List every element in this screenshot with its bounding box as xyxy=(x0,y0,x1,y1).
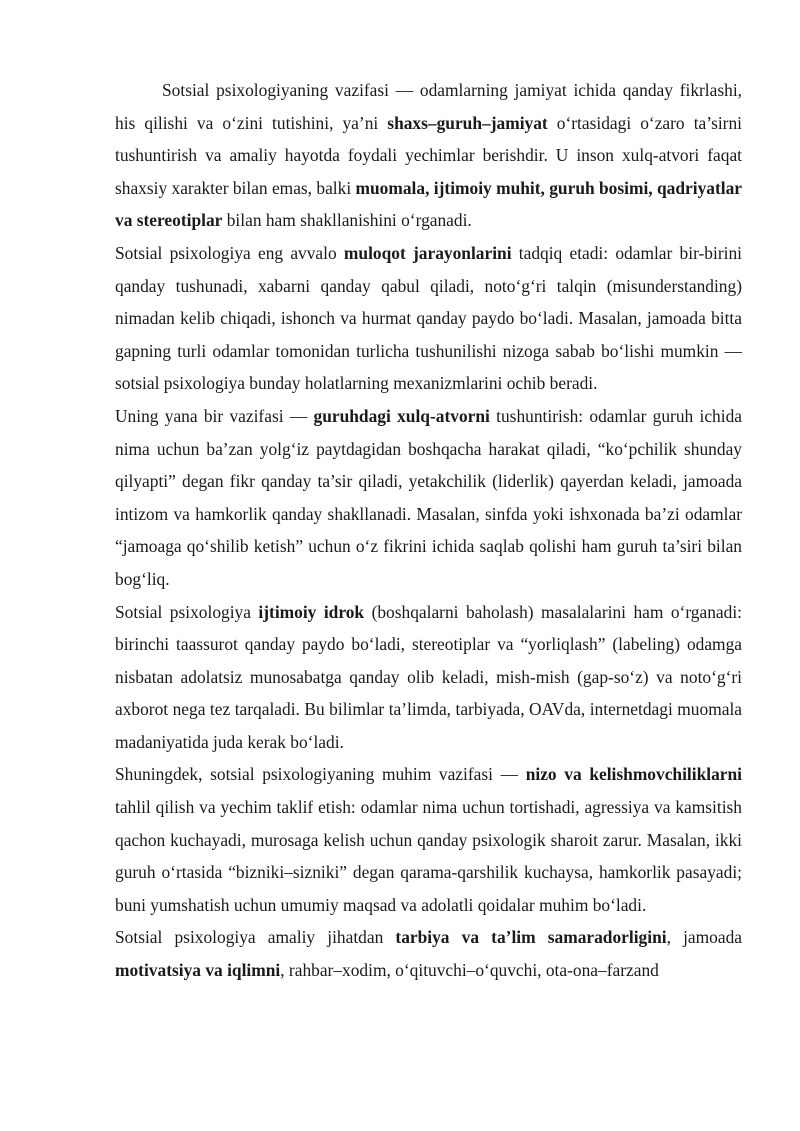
paragraph-3 xyxy=(115,400,742,596)
paragraph-1-text-1: Sotsial psixologiyaning vazifasi — odamlarning jamiyat ichida qanday fikrlashi, his qilishi va o‘zini tutishini, ya’ni xyxy=(115,80,742,133)
paragraph-2-text-2: tadqiq etadi: odamlar bir-birini qanday tushunadi, xabarni qanday qabul qiladi, noto‘g‘ri talqin (misunderstanding) nimadan kelib chiqadi, ishonch va hurmat qanday paydo bo‘ladi. Masalan, jamoada bitta gapning turli odamlar tomonidan turlicha tushunilishi nizoga sabab bo‘lishi mumkin — sotsial psixologiya bunday holatlarning mexanizmlarini ochib beradi. xyxy=(115,242,742,394)
paragraph-6-text-1: Sotsial psixologiya amaliy jihatdan xyxy=(115,927,396,948)
paragraph-5 xyxy=(115,758,742,921)
paragraph-2-text-1: Sotsial psixologiya eng avvalo xyxy=(115,242,344,263)
paragraph-4-text-2: (boshqalarni baholash) masalalarini ham o‘rganadi: birinchi taassurot qanday paydo bo‘ladi, stereotiplar va “yorliqlash” (labeling) odamga nisbatan adolatsiz munosabatga qanday olib keladi, mish-mish (gap-so‘z) va noto‘g‘ri axborot nega tez tarqaladi. Bu bilimlar ta’limda, tarbiyada, OAVda, internetdagi muomala madaniyatida juda kerak bo‘ladi. xyxy=(115,601,742,752)
paragraph-6-text-2: , jamoada xyxy=(666,927,742,948)
paragraph-5-text-2: tahlil qilish va yechim taklif etish: odamlar nima uchun tortishadi, agressiya va kamsitish qachon kuchayadi, murosaga kelish uchun qanday psixologik sharoit zarur. Masalan, ikki guruh o‘rtasida “bizniki–sizniki” degan qarama-qarshilik kuchaysa, hamkorlik pasayadi; buni yumshatish uchun umumiy maqsad va adolatli qoidalar muhim bo‘ladi. xyxy=(115,797,742,915)
paragraph-2-bold-muloqot: muloqot jarayonlarini xyxy=(343,242,512,263)
paragraph-1 xyxy=(115,74,742,237)
document-body xyxy=(115,74,742,987)
paragraph-6-text-3: , rahbar–xodim, o‘qituvchi–o‘quvchi, ota-ona–farzand xyxy=(280,960,659,981)
paragraph-6-bold-tarbiya: tarbiya va ta’lim samaradorligini xyxy=(395,927,667,948)
paragraph-3-text-2: tushuntirish: odamlar guruh ichida nima uchun ba’zan yolg‘iz paytdagidan boshqacha harakat qiladi, “ko‘pchilik shunday qilyapti” degan fikr qanday ta’sir qiladi, yetakchilik (liderlik) qayerdan keladi, jamoada intizom va hamkorlik qanday shakllanadi. Masalan, sinfda yoki ishxonada ba’zi odamlar “jamoaga qo‘shilib ketish” uchun o‘z fikrini ichida saqlab qolishi ham guruh ta’siri bilan bog‘liq. xyxy=(115,405,743,589)
paragraph-4 xyxy=(115,596,742,759)
paragraph-6 xyxy=(115,921,742,986)
paragraph-1-bold-shaxs-guruh-jamiyat: shaxs–guruh–jamiyat xyxy=(387,112,548,133)
paragraph-4-text-1: Sotsial psixologiya xyxy=(115,601,259,622)
paragraph-3-bold-guruhdagi: guruhdagi xulq-atvorni xyxy=(313,405,490,426)
paragraph-5-bold-nizo: nizo va kelishmovchiliklarni xyxy=(525,764,743,785)
paragraph-1-text-2: o‘rtasidagi o‘zaro ta’sirni tushuntirish va amaliy hayotda foydali yechimlar berishdir. U inson xulq-atvori faqat shaxsiy xarakter bilan emas, balki xyxy=(115,112,743,198)
paragraph-5-text-1: Shuningdek, sotsial psixologiyaning muhim vazifasi — xyxy=(115,764,526,785)
paragraph-1-bold-muomala: muomala, ijtimoiy muhit, guruh bosimi, qadriyatlar va stereotiplar xyxy=(115,177,743,231)
paragraph-6-bold-motivatsiya: motivatsiya va iqlimni xyxy=(115,960,281,981)
paragraph-3-text-1: Uning yana bir vazifasi — xyxy=(115,405,314,426)
paragraph-4-bold-ijtimoiy-idrok: ijtimoiy idrok xyxy=(258,601,365,622)
paragraph-1-text-3: bilan ham shakllanishini o‘rganadi. xyxy=(222,210,472,231)
paragraph-2 xyxy=(115,237,742,400)
